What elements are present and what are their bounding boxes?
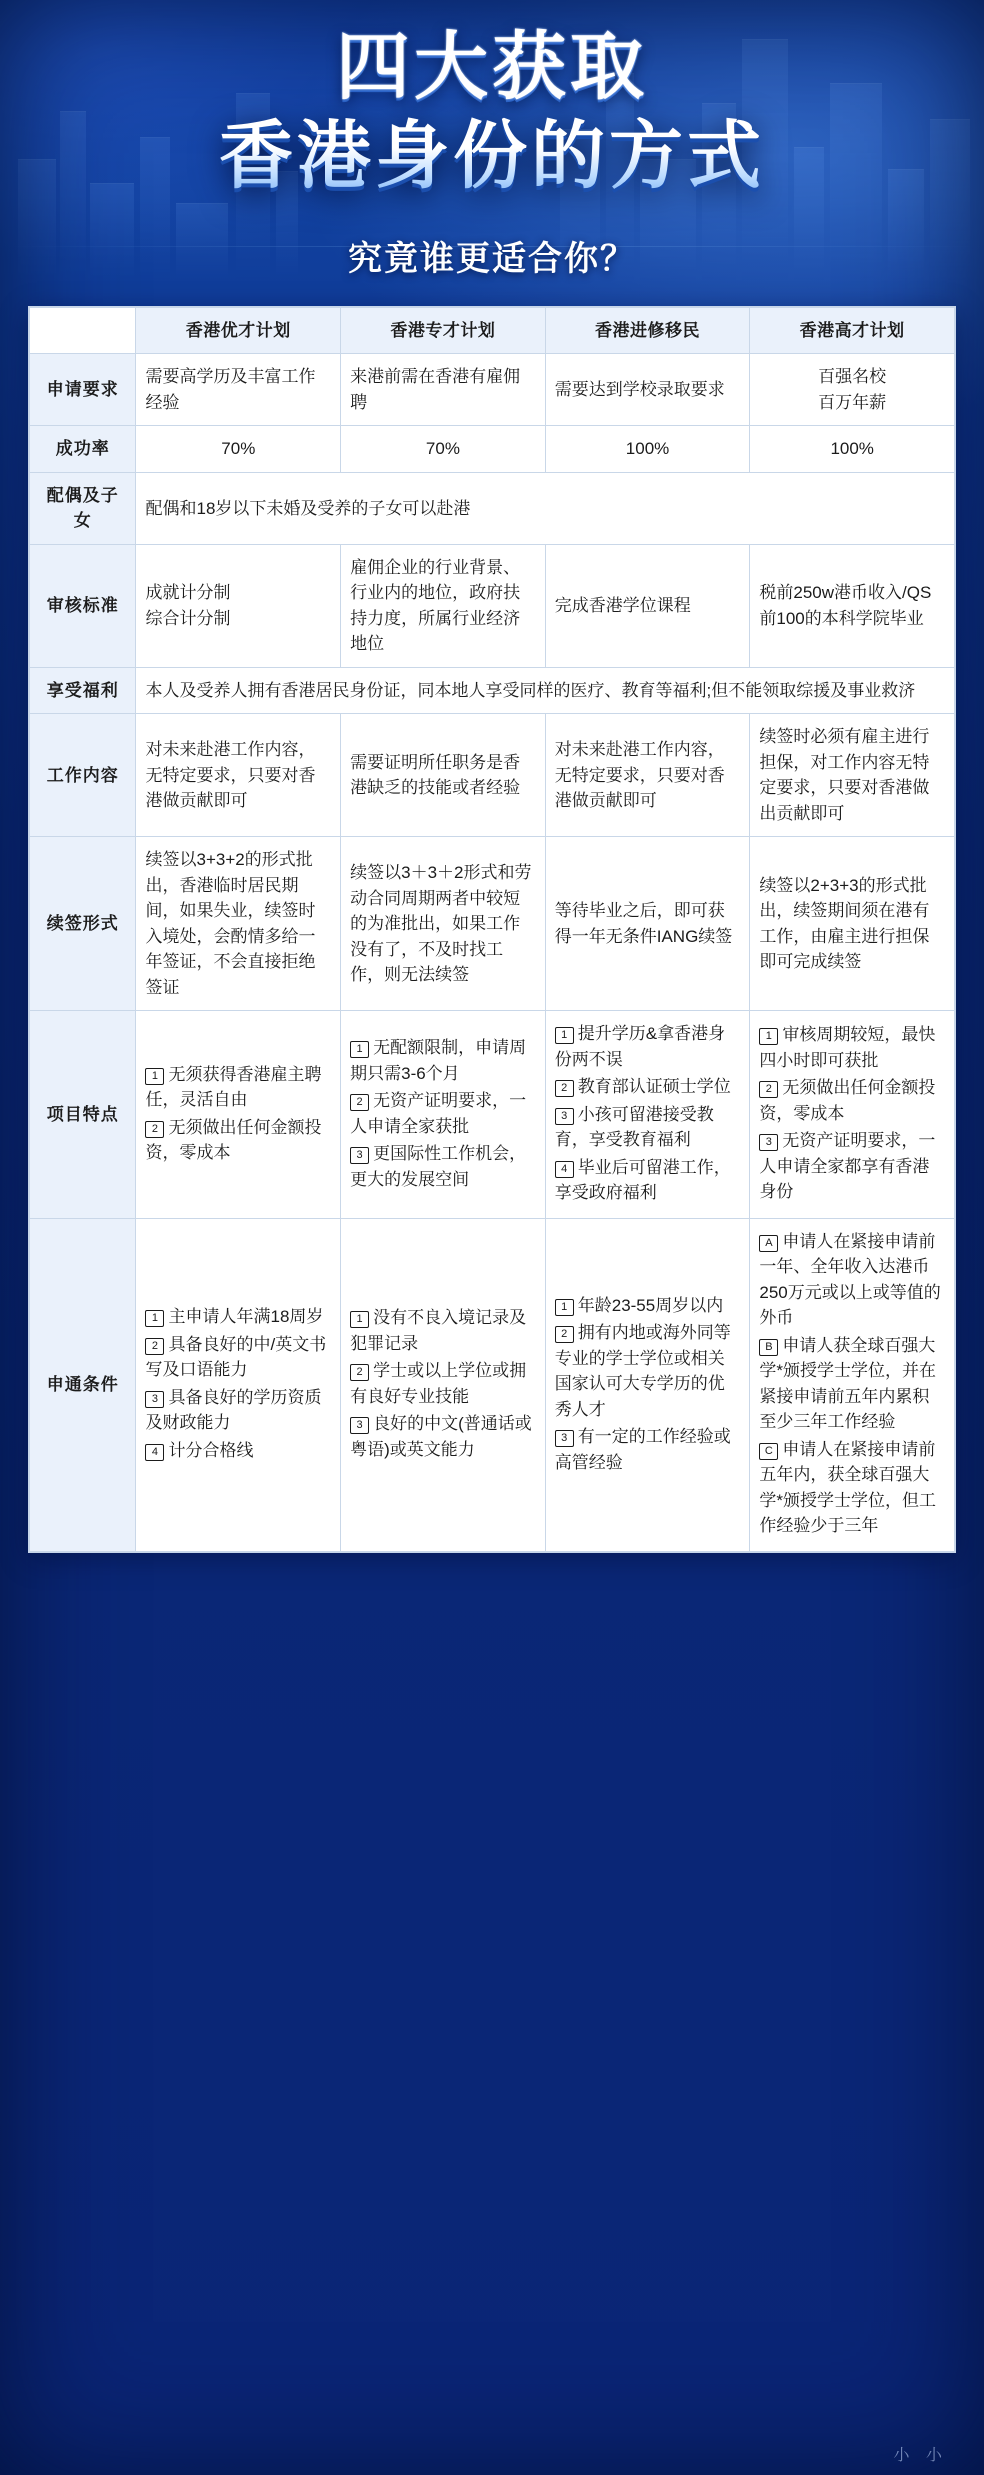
table-row bbox=[30, 426, 955, 473]
row-header-2: 配偶及子女 bbox=[30, 472, 136, 544]
feature-badge: 2 bbox=[145, 1338, 164, 1355]
cell-r7-c2 bbox=[545, 1011, 750, 1219]
feature-badge: 1 bbox=[759, 1028, 778, 1045]
cell-r6-c1: 续签以3＋3＋2形式和劳动合同周期两者中较短的为准批出，如果工作没有了，不及时找工作，则无法续签 bbox=[341, 837, 546, 1011]
cell-r7-c0 bbox=[136, 1011, 341, 1219]
comparison-table-container bbox=[28, 306, 956, 1553]
cell-r0-c0: 需要高学历及丰富工作经验 bbox=[136, 354, 341, 426]
row-header-3: 审核标准 bbox=[30, 544, 136, 667]
table-row bbox=[30, 837, 955, 1011]
table-header-row bbox=[30, 307, 955, 354]
feature-badge: 3 bbox=[555, 1430, 574, 1447]
cell-r5-c1: 需要证明所任职务是香港缺乏的技能或者经验 bbox=[341, 714, 546, 837]
feature-item bbox=[759, 1437, 945, 1539]
row-header-0: 申请要求 bbox=[30, 354, 136, 426]
footer-marks: 小 小 bbox=[893, 2447, 948, 2464]
feature-text: 年龄23-55周岁以内 bbox=[577, 1295, 724, 1315]
feature-badge: 2 bbox=[350, 1364, 369, 1381]
feature-badge: 3 bbox=[555, 1108, 574, 1125]
feature-badge: 1 bbox=[350, 1311, 369, 1328]
feature-text: 具备良好的学历资质及财政能力 bbox=[145, 1387, 322, 1433]
cell-r3-c3: 税前250w港币收入/QS前100的本科学院毕业 bbox=[750, 544, 955, 667]
feature-item bbox=[759, 1128, 945, 1205]
table-row bbox=[30, 1011, 955, 1219]
feature-text: 申请人在紧接申请前五年内，获全球百强大学*颁授学士学位，但工作经验少于三年 bbox=[759, 1439, 936, 1536]
feature-badge: 1 bbox=[555, 1299, 574, 1316]
feature-badge: 1 bbox=[145, 1310, 164, 1327]
feature-item bbox=[555, 1021, 741, 1072]
feature-text: 申请人在紧接申请前一年、全年收入达港币250万元或以上或等值的外币 bbox=[759, 1231, 941, 1328]
cell-r5-c3: 续签时必须有雇主进行担保，对工作内容无特定要求，只要对香港做出贡献即可 bbox=[750, 714, 955, 837]
comparison-table bbox=[29, 307, 955, 1552]
feature-item bbox=[555, 1293, 741, 1319]
cell-r1-c0: 70% bbox=[136, 426, 341, 473]
cell-r1-c3: 100% bbox=[750, 426, 955, 473]
table-body bbox=[30, 354, 955, 1552]
feature-text: 无配额限制，申请周期只需3-6个月 bbox=[350, 1038, 527, 1083]
cell-r1-c1: 70% bbox=[341, 426, 546, 473]
feature-badge: 4 bbox=[145, 1444, 164, 1461]
feature-badge: 3 bbox=[145, 1391, 164, 1408]
feature-text: 无须做出任何金额投资，零成本 bbox=[145, 1117, 322, 1163]
feature-item bbox=[555, 1424, 741, 1475]
feature-item bbox=[350, 1035, 536, 1086]
cell-r8-c3 bbox=[750, 1218, 955, 1551]
title-line-1: 四大获取 bbox=[336, 25, 648, 108]
feature-text: 无资产证明要求，一人申请全家都享有香港身份 bbox=[759, 1131, 936, 1202]
feature-text: 无须获得香港雇主聘任，灵活自由 bbox=[145, 1064, 322, 1110]
feature-item bbox=[350, 1358, 536, 1409]
cell-r7-c3 bbox=[750, 1011, 955, 1219]
feature-item bbox=[350, 1411, 536, 1462]
cell-r3-c2: 完成香港学位课程 bbox=[545, 544, 750, 667]
feature-text: 无须做出任何金额投资，零成本 bbox=[759, 1078, 936, 1123]
feature-text: 教育部认证硕士学位 bbox=[577, 1077, 731, 1097]
cell-r6-c2: 等待毕业之后，即可获得一年无条件IANG续签 bbox=[545, 837, 750, 1011]
feature-text: 具备良好的中/英文书写及口语能力 bbox=[145, 1334, 327, 1380]
cell-r2-span: 配偶和18岁以下未婚及受养的子女可以赴港 bbox=[136, 472, 955, 544]
row-header-8: 申通条件 bbox=[30, 1218, 136, 1551]
feature-badge: 1 bbox=[555, 1027, 574, 1044]
feature-badge: 2 bbox=[555, 1326, 574, 1343]
feature-badge: A bbox=[759, 1235, 778, 1252]
table-row bbox=[30, 667, 955, 714]
feature-badge: 2 bbox=[555, 1080, 574, 1097]
feature-item bbox=[555, 1320, 741, 1422]
column-header-3: 香港高才计划 bbox=[750, 307, 955, 354]
cell-r3-c1: 雇佣企业的行业背景、行业内的地位，政府扶持力度，所属行业经济地位 bbox=[341, 544, 546, 667]
feature-item bbox=[555, 1155, 741, 1206]
feature-item bbox=[555, 1074, 741, 1100]
cell-r7-c1 bbox=[341, 1011, 546, 1219]
cell-r0-c2: 需要达到学校录取要求 bbox=[545, 354, 750, 426]
feature-text: 有一定的工作经验或高管经验 bbox=[554, 1427, 731, 1472]
row-header-5: 工作内容 bbox=[30, 714, 136, 837]
feature-badge: C bbox=[759, 1443, 778, 1460]
feature-item bbox=[350, 1141, 536, 1192]
feature-item bbox=[759, 1229, 945, 1331]
feature-item bbox=[145, 1385, 331, 1436]
cell-r8-c0 bbox=[136, 1218, 341, 1551]
feature-text: 申请人获全球百强大学*颁授学士学位，并在紧接申请前五年内累积至少三年工作经验 bbox=[759, 1335, 936, 1432]
feature-item bbox=[145, 1304, 331, 1330]
feature-text: 没有不良入境记录及犯罪记录 bbox=[350, 1308, 527, 1353]
column-header-1: 香港专才计划 bbox=[341, 307, 546, 354]
feature-text: 毕业后可留港工作，享受政府福利 bbox=[554, 1157, 731, 1203]
feature-badge: 3 bbox=[759, 1134, 778, 1151]
row-header-6: 续签形式 bbox=[30, 837, 136, 1011]
cell-r3-c0: 成就计分制 综合计分制 bbox=[136, 544, 341, 667]
feature-item bbox=[759, 1333, 945, 1435]
cell-r4-span: 本人及受养人拥有香港居民身份证，同本地人享受同样的医疗、教育等福利;但不能领取综援及事业救济 bbox=[136, 667, 955, 714]
feature-badge: 2 bbox=[145, 1121, 164, 1138]
feature-badge: 3 bbox=[350, 1417, 369, 1434]
feature-item bbox=[350, 1088, 536, 1139]
subtitle: 究竟谁更适合你？ bbox=[348, 239, 636, 278]
table-row bbox=[30, 472, 955, 544]
feature-badge: 3 bbox=[350, 1147, 369, 1164]
feature-text: 良好的中文(普通话或粤语)或英文能力 bbox=[350, 1414, 532, 1459]
column-header-0: 香港优才计划 bbox=[136, 307, 341, 354]
feature-text: 主申请人年满18周岁 bbox=[168, 1307, 324, 1327]
row-header-7: 项目特点 bbox=[30, 1011, 136, 1219]
feature-badge: B bbox=[759, 1339, 778, 1356]
feature-item bbox=[145, 1438, 331, 1464]
cell-r0-c1: 来港前需在香港有雇佣聘 bbox=[341, 354, 546, 426]
table-row bbox=[30, 1218, 955, 1551]
feature-text: 拥有内地或海外同等专业的学士学位或相关国家认可大专学历的优秀人才 bbox=[554, 1323, 731, 1419]
feature-text: 小孩可留港接受教育，享受教育福利 bbox=[554, 1104, 714, 1150]
row-header-4: 享受福利 bbox=[30, 667, 136, 714]
feature-text: 学士或以上学位或拥有良好专业技能 bbox=[350, 1361, 527, 1406]
feature-text: 审核周期较短，最快四小时即可获批 bbox=[759, 1025, 936, 1070]
feature-item bbox=[350, 1305, 536, 1356]
feature-badge: 2 bbox=[759, 1081, 778, 1098]
table-corner-cell bbox=[30, 307, 136, 354]
table-row bbox=[30, 544, 955, 667]
feature-badge: 1 bbox=[145, 1068, 164, 1085]
title-line-2: 香港身份的方式 bbox=[0, 115, 984, 196]
feature-text: 计分合格线 bbox=[168, 1440, 254, 1460]
row-header-1: 成功率 bbox=[30, 426, 136, 473]
cell-r5-c0: 对未来赴港工作内容，无特定要求，只要对香港做贡献即可 bbox=[136, 714, 341, 837]
cell-r1-c2: 100% bbox=[545, 426, 750, 473]
cell-r8-c1 bbox=[341, 1218, 546, 1551]
cell-r8-c2 bbox=[545, 1218, 750, 1551]
feature-text: 提升学历&拿香港身份两不误 bbox=[554, 1024, 726, 1069]
cell-r6-c0: 续签以3+3+2的形式批出，香港临时居民期间，如果失业，续签时入境处，会酌情多给一年签证，不会直接拒绝签证 bbox=[136, 837, 341, 1011]
feature-badge: 1 bbox=[350, 1041, 369, 1058]
feature-item bbox=[759, 1022, 945, 1073]
column-header-2: 香港进修移民 bbox=[545, 307, 750, 354]
feature-item bbox=[145, 1115, 331, 1166]
feature-badge: 2 bbox=[350, 1094, 369, 1111]
feature-item bbox=[555, 1102, 741, 1153]
feature-item bbox=[145, 1332, 331, 1383]
feature-badge: 4 bbox=[555, 1161, 574, 1178]
feature-text: 无资产证明要求，一人申请全家获批 bbox=[350, 1091, 527, 1136]
feature-text: 更国际性工作机会，更大的发展空间 bbox=[350, 1144, 527, 1189]
feature-item bbox=[145, 1062, 331, 1113]
table-row bbox=[30, 714, 955, 837]
feature-item bbox=[759, 1075, 945, 1126]
cell-r0-c3: 百强名校 百万年薪 bbox=[750, 354, 955, 426]
cell-r5-c2: 对未来赴港工作内容，无特定要求，只要对香港做贡献即可 bbox=[545, 714, 750, 837]
poster-header bbox=[0, 0, 984, 280]
table-row bbox=[30, 354, 955, 426]
cell-r6-c3: 续签以2+3+3的形式批出，续签期间须在港有工作，由雇主进行担保即可完成续签 bbox=[750, 837, 955, 1011]
